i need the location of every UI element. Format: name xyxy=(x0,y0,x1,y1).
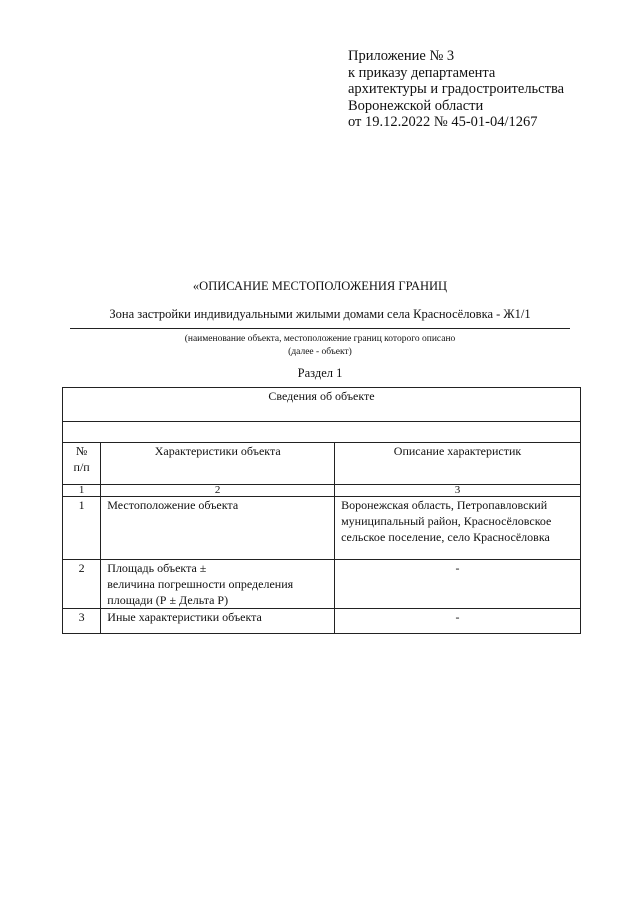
table-blank-row xyxy=(63,422,581,443)
column-number: 2 xyxy=(101,485,335,497)
appendix-block xyxy=(348,48,564,131)
table-heading: Сведения об объекте xyxy=(63,388,581,422)
characteristic-line: величина погрешности определения xyxy=(107,577,294,591)
caption-line: (далее - объект) xyxy=(288,346,352,357)
object-info-table xyxy=(62,387,581,634)
table-heading-row xyxy=(63,388,581,422)
underline-divider xyxy=(70,328,570,329)
row-description: - xyxy=(335,609,581,634)
appendix-line: архитектуры и градостроительства xyxy=(348,81,565,97)
row-description: - xyxy=(335,560,581,609)
table-row xyxy=(63,609,581,634)
characteristic-line: площади (Р ± Дельта Р) xyxy=(107,593,229,607)
row-characteristic: Местоположение объекта xyxy=(101,497,335,560)
appendix-line: от 19.12.2022 № 45-01-04/1267 xyxy=(348,114,538,130)
characteristic-line: Площадь объекта ± xyxy=(107,561,207,575)
table-row xyxy=(63,560,581,609)
column-header-characteristic: Характеристики объекта xyxy=(101,443,335,485)
column-header-number: № п/п xyxy=(63,443,101,485)
row-number: 2 xyxy=(63,560,101,609)
blank-cell xyxy=(63,422,581,443)
caption-line: (наименование объекта, местоположение границ которого описано xyxy=(184,334,456,344)
row-number: 3 xyxy=(63,609,101,634)
appendix-line: Приложение № 3 xyxy=(348,48,455,64)
row-characteristic: Иные характеристики объекта xyxy=(101,609,335,634)
column-number: 3 xyxy=(335,485,581,497)
row-description: Воронежская область, Петропавловский муниципальный район, Красносёловское сельское поселение, село Красносёловка xyxy=(335,497,581,560)
appendix-line: Воронежской области xyxy=(348,97,484,114)
object-name-caption xyxy=(0,333,640,358)
appendix-line: к приказу департамента xyxy=(348,64,496,81)
object-name: Зона застройки индивидуальными жилыми домами села Красносёловка - Ж1/1 xyxy=(109,307,531,321)
section-title: Раздел 1 xyxy=(297,366,343,380)
column-header-description: Описание характеристик xyxy=(335,443,581,485)
column-number: 1 xyxy=(63,485,101,497)
column-header-row xyxy=(63,443,581,485)
row-number: 1 xyxy=(63,497,101,560)
row-characteristic xyxy=(101,560,335,609)
document-title: «ОПИСАНИЕ МЕСТОПОЛОЖЕНИЯ ГРАНИЦ xyxy=(192,279,448,293)
column-number-row xyxy=(63,485,581,497)
table-row xyxy=(63,497,581,560)
